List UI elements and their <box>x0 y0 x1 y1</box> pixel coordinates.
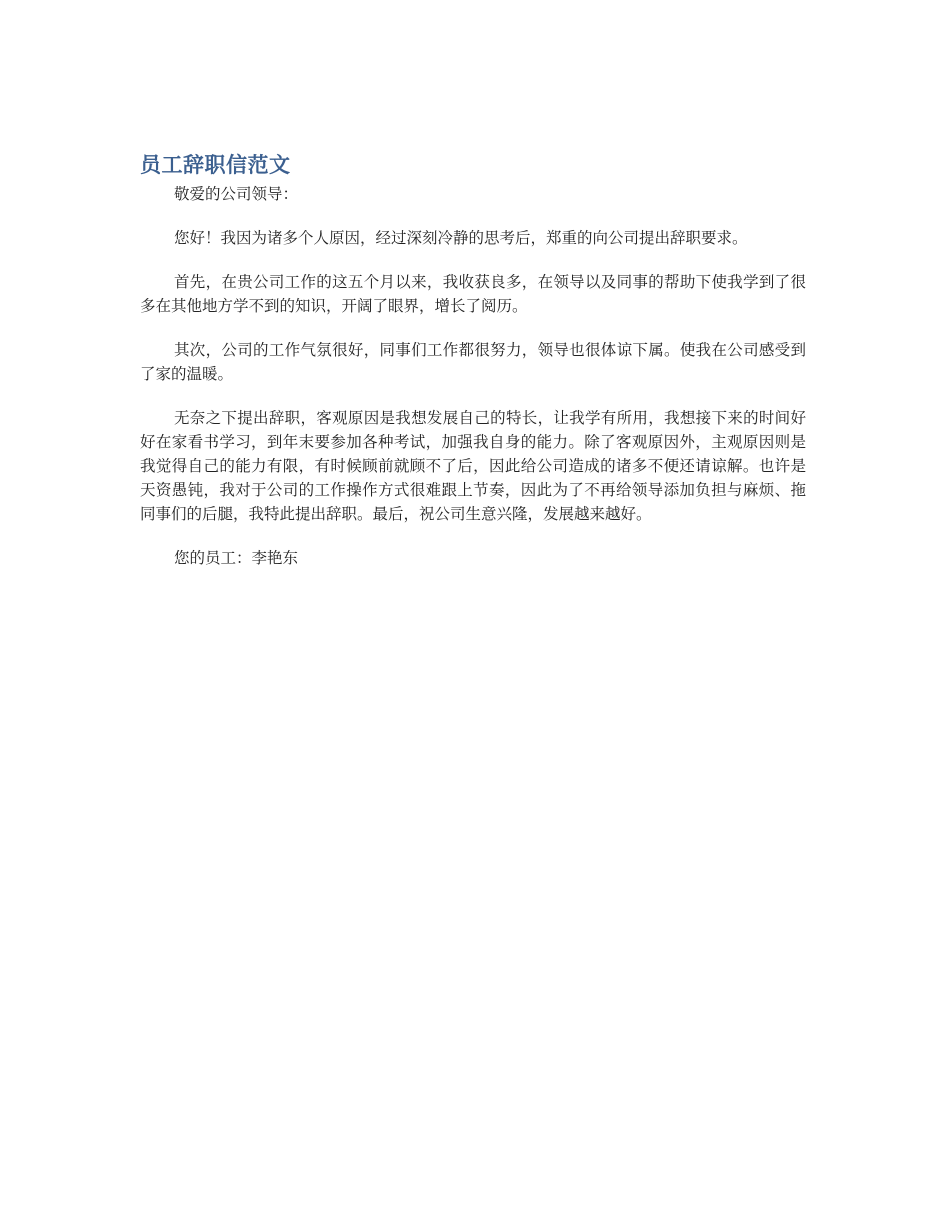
document-body <box>140 150 806 570</box>
paragraph-1: 您好！我因为诸多个人原因，经过深刻冷静的思考后，郑重的向公司提出辞职要求。 <box>174 229 748 247</box>
paragraph-4: 无奈之下提出辞职，客观原因是我想发展自己的特长，让我学有所用，我想接下来的时间好好在家看书学习，到年末要参加各种考试，加强我自身的能力。除了客观原因外，主观原因则是我觉得自己的能力有限，有时候顾前就顾不了后，因此给公司造成的诸多不便还请谅解。也许是天资愚钝，我对于公司的工作操作方式很难跟上节奏，因此为了不再给领导添加负担与麻烦、拖同事们的后腿，我特此提出辞职。最后，祝公司生意兴隆，发展越来越好。 <box>140 409 806 523</box>
paragraph-2: 首先，在贵公司工作的这五个月以来，我收获良多，在领导以及同事的帮助下使我学到了很多在其他地方学不到的知识，开阔了眼界，增长了阅历。 <box>140 273 806 315</box>
greeting-line: 敬爱的公司领导： <box>174 185 299 203</box>
signature-line: 您的员工：李艳东 <box>174 549 299 567</box>
paragraph-3: 其次，公司的工作气氛很好，同事们工作都很努力，领导也很体谅下属。使我在公司感受到了家的温暖。 <box>140 341 806 383</box>
document-title: 员工辞职信范文 <box>140 153 291 177</box>
